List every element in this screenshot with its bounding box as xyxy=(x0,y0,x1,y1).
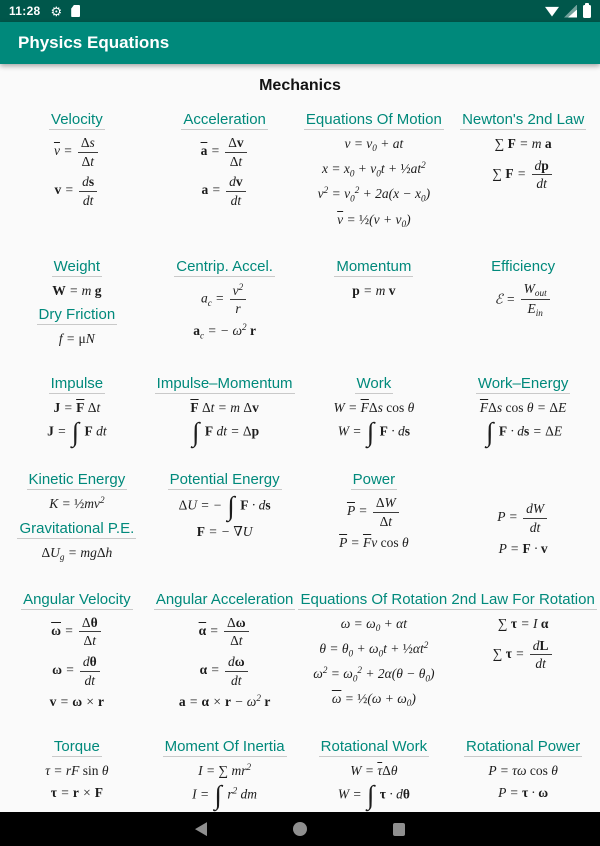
equation: $\theta = \theta_0 + \omega_0t$ + $\frac{1}{2}\alpha t^2$ xyxy=(319,640,429,659)
equation-block xyxy=(449,374,597,448)
equation: v = ω × r xyxy=(49,694,105,710)
equation: $x = x_0 + v_0t$ + $\frac{1}{2}at^2$ xyxy=(321,160,426,179)
equation: ΔU = − ∫ F · ds xyxy=(178,491,271,522)
equation-block xyxy=(151,737,299,811)
equation-block xyxy=(449,258,597,320)
equation: f = μN xyxy=(58,331,95,347)
block-title: Rotational Power xyxy=(466,737,581,755)
equation: $a_c$ = $\frac{v^2}{r}$ xyxy=(151,282,299,317)
equation: $W = \overline{F}\Delta s$ cos θ xyxy=(333,399,415,415)
equation-cell xyxy=(3,258,151,353)
integral-sign: ∫ xyxy=(214,780,222,811)
equation-block xyxy=(3,591,151,711)
equation: $K = \frac{1}{2}mv^2$ xyxy=(49,495,105,512)
equation-cell xyxy=(449,471,597,569)
equation: $\overline{v}$ = $\frac{\Delta s}{\Delta t}$ xyxy=(3,135,151,169)
equation-block xyxy=(151,258,299,342)
equation: I = ∑ $mr^2$ xyxy=(198,761,252,778)
equation-cell xyxy=(151,471,299,569)
status-bar xyxy=(0,0,600,22)
equation-cell xyxy=(298,111,449,236)
equation-block xyxy=(449,591,597,672)
equation: $\overline{\omega}$ = $\frac{\Delta\theta}{\Delta t}$ xyxy=(3,615,151,649)
app-bar xyxy=(0,22,600,64)
equation-block xyxy=(449,738,597,802)
block-title: Efficiency xyxy=(491,257,556,275)
equation: $\overline{\alpha}$ = $\frac{\Delta\omega}{\Delta t}$ xyxy=(151,615,299,649)
navigation-bar xyxy=(0,812,600,846)
equation-block xyxy=(3,111,151,208)
equations-grid xyxy=(0,111,600,812)
block-title: Power xyxy=(352,471,396,489)
block-title: Work–Energy xyxy=(477,374,569,392)
back-button[interactable] xyxy=(195,822,207,836)
equation-cell xyxy=(151,591,299,716)
equation-cell xyxy=(151,258,299,353)
equation-cell xyxy=(3,471,151,569)
block-title: Velocity xyxy=(51,111,103,128)
equation-cell xyxy=(449,375,597,449)
equation: $v = v_0$ + at xyxy=(344,136,404,154)
block-title: Dry Friction xyxy=(38,306,116,324)
equation-block xyxy=(3,471,151,513)
equation: $\overline{P} = \overline{F}v$ cos θ xyxy=(339,535,409,551)
cell-signal-icon xyxy=(564,5,577,18)
equation: $J = \overline{F}$ Δt xyxy=(53,399,101,415)
equation: ∑ F = $\frac{dp}{dt}$ xyxy=(449,158,597,192)
section-heading: Mechanics xyxy=(259,77,341,94)
block-title: Equations Of Rotation xyxy=(300,590,448,608)
block-title: Kinetic Energy xyxy=(28,471,126,489)
equation: J = ∫ F dt xyxy=(47,417,107,448)
equation: P = τ · ω xyxy=(498,785,549,801)
equation-block xyxy=(298,737,449,811)
equation-block xyxy=(3,520,151,564)
equation-cell xyxy=(3,738,151,813)
integral-sign: ∫ xyxy=(366,780,375,811)
equation: a = $\frac{dv}{dt}$ xyxy=(151,174,299,208)
equation-block xyxy=(3,374,151,448)
equation-cell xyxy=(449,738,597,813)
equation: $v^2 = v_0^2 + 2a(x - x_0)$ xyxy=(317,185,431,204)
block-title: Moment Of Inertia xyxy=(164,737,285,755)
equation: $\overline{v}$ = ½(v + $v_0$) xyxy=(337,211,411,229)
equation: P = τω cos θ xyxy=(488,762,558,778)
equation-cell xyxy=(3,591,151,716)
equation: P = $\frac{dW}{dt}$ xyxy=(449,501,597,535)
equation: ∫ F dt = Δp xyxy=(192,417,260,448)
equation-block xyxy=(3,306,151,348)
equation-cell xyxy=(449,591,597,716)
equation: W = ∫ τ · dθ xyxy=(337,780,410,811)
equation-cell xyxy=(298,471,449,569)
block-title: 2nd Law For Rotation xyxy=(451,590,595,608)
equation: p = m v xyxy=(352,282,396,298)
equation: $\overline{a}$ = $\frac{\Delta v}{\Delta t}$ xyxy=(151,135,299,169)
equation-block xyxy=(151,374,299,448)
equation-block xyxy=(151,471,299,540)
app-title: Physics Equations xyxy=(18,33,170,52)
equation: P = F · v xyxy=(498,541,548,557)
equation-cell xyxy=(449,111,597,236)
block-title: Weight xyxy=(53,257,101,275)
block-title: Angular Velocity xyxy=(23,590,131,608)
equation: W = m g xyxy=(52,282,102,298)
equation-block xyxy=(151,591,299,711)
equation-cell xyxy=(298,591,449,716)
equation: τ = rF sin θ xyxy=(45,762,109,778)
equation-block xyxy=(298,471,449,552)
equation-block xyxy=(151,111,299,208)
equation-block xyxy=(298,258,449,300)
sd-card-icon xyxy=(71,5,80,17)
equation-cell xyxy=(298,738,449,813)
equation-block xyxy=(3,258,151,300)
integral-sign: ∫ xyxy=(71,417,80,448)
block-title: Impulse xyxy=(50,374,104,392)
block-title: Rotational Work xyxy=(320,737,428,755)
equation-cell xyxy=(151,375,299,449)
status-time: 11:28 xyxy=(9,4,41,18)
recents-button[interactable] xyxy=(393,823,405,836)
equation: $\overline{\omega}$ = ½(ω + $\omega_0$) xyxy=(331,691,416,709)
equation-cell xyxy=(151,111,299,236)
block-title: Newton's 2nd Law xyxy=(462,111,585,128)
equation: $\Delta U_g = mg\Delta h$ xyxy=(41,544,113,563)
block-title: Impulse–Momentum xyxy=(156,374,293,392)
settings-icon: ⚙ xyxy=(50,3,63,19)
integral-sign: ∫ xyxy=(227,491,235,522)
equation: τ = r × F xyxy=(50,785,103,801)
title-spacer xyxy=(449,471,597,496)
equation-cell xyxy=(3,111,151,236)
equation-block xyxy=(449,111,597,192)
block-title: Gravitational P.E. xyxy=(19,519,135,537)
equation: ∑ τ = I α xyxy=(497,615,549,631)
equation-cell xyxy=(449,258,597,353)
home-button[interactable] xyxy=(293,822,307,836)
block-title: Acceleration xyxy=(183,111,266,128)
equation: $\overline{F}$ Δt = m Δv xyxy=(190,399,259,415)
block-title: Equations Of Motion xyxy=(305,111,442,128)
equation: α = $\frac{d\omega}{dt}$ xyxy=(151,654,299,688)
block-title: Angular Acceleration xyxy=(155,590,294,608)
content-scroll-area[interactable] xyxy=(0,64,600,812)
equation: v = $\frac{ds}{dt}$ xyxy=(3,174,151,208)
equation: $\omega^2 = \omega_0^2 + 2\alpha(\theta - \theta_0)$ xyxy=(313,665,435,684)
block-title: Centrip. Accel. xyxy=(176,257,273,275)
equation: ℰ = $W_{out}$ $E_{in}$ xyxy=(449,281,597,320)
equation: $\overline{F}\Delta s$ cos θ = ΔE xyxy=(479,399,567,415)
equation: ω = $\frac{d\theta}{dt}$ xyxy=(3,654,151,688)
equation: ∑ F = m a xyxy=(494,136,552,151)
block-title: Work xyxy=(356,374,392,392)
equation: F = − ∇U xyxy=(196,524,253,540)
equation: $\overline{P}$ = $\frac{\Delta W}{\Delta t}$ xyxy=(298,495,449,529)
battery-icon xyxy=(583,5,591,18)
equation: $a = \alpha \times r - \omega^2$ r xyxy=(178,693,271,710)
block-title: Momentum xyxy=(336,257,412,275)
equation: $W = \overline{\tau}\Delta\theta$ xyxy=(350,762,398,778)
equation-block xyxy=(298,111,449,231)
equation-block xyxy=(449,471,597,558)
equation-block xyxy=(298,374,449,448)
block-title: Torque xyxy=(53,737,100,755)
equation: ∑ τ = $\frac{dL}{dt}$ xyxy=(449,638,597,672)
equation-cell xyxy=(298,375,449,449)
equation: $\omega = \omega_0 + \alpha t$ xyxy=(340,615,407,634)
integral-sign: ∫ xyxy=(192,417,200,448)
block-title: Potential Energy xyxy=(169,471,280,489)
integral-sign: ∫ xyxy=(366,417,375,448)
equation-cell xyxy=(298,258,449,353)
equation: $a_c$ = − $\omega^2$ r xyxy=(193,321,256,340)
equation-block xyxy=(3,738,151,802)
equation-cell xyxy=(151,738,299,813)
equation-block xyxy=(298,591,449,711)
equation: ∫ F · ds = ΔE xyxy=(486,417,563,448)
integral-sign: ∫ xyxy=(486,417,494,448)
equation: I = ∫ $r^2$ dm xyxy=(192,780,258,811)
equation-cell xyxy=(3,375,151,449)
equation: W = ∫ F · ds xyxy=(337,417,410,448)
wifi-icon xyxy=(545,6,559,17)
